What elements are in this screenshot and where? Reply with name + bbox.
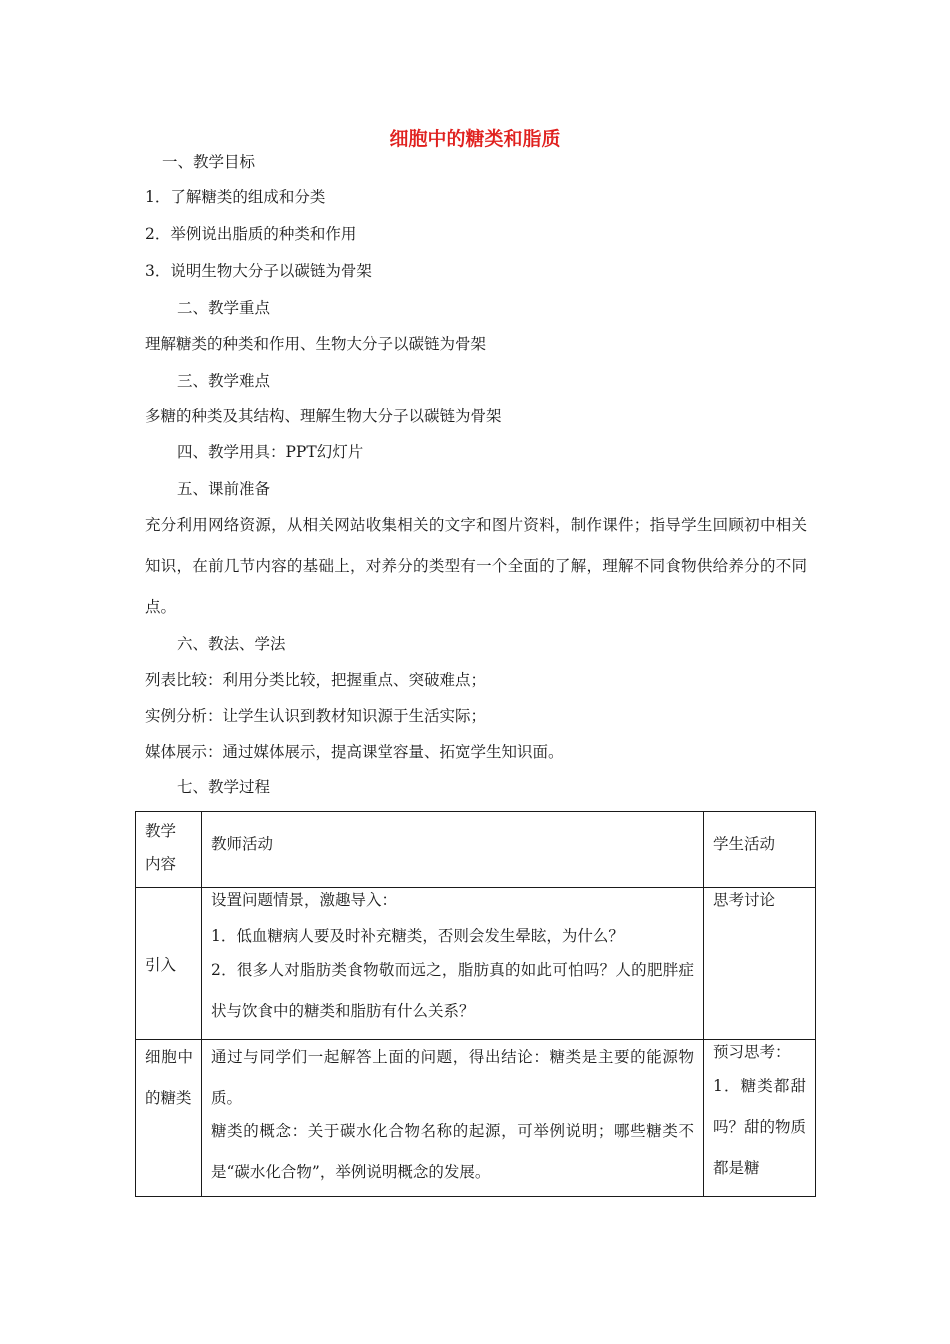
table-header-row bbox=[136, 812, 816, 888]
key-points-text: 理解糖类的种类和作用、生物大分子以碳链为骨架 bbox=[145, 335, 487, 353]
row1-content-label: 引入 bbox=[145, 955, 177, 974]
row1-student-cell bbox=[704, 888, 816, 1040]
section-heading-methods: 六、教法、学法 bbox=[177, 635, 286, 653]
preparation-text: 充分利用网络资源，从相关网站收集相关的文字和图片资料，制作课件；指导学生回顾初中相关知识，在前几节内容的基础上，对养分的类型有一个全面的了解，理解不同食物供给养分的不同点。 bbox=[145, 516, 807, 616]
row2-teacher-para2: 糖类的概念：关于碳水化合物名称的起源，可举例说明；哪些糖类不是“碳水化合物”，举例说明概念的发展。 bbox=[211, 1122, 694, 1181]
row1-teacher-line1: 设置问题情景，激趣导入： bbox=[211, 891, 398, 909]
header-cell-content bbox=[136, 812, 202, 888]
difficulties-text: 多糖的种类及其结构、理解生物大分子以碳链为骨架 bbox=[145, 407, 502, 425]
row2-content-cell bbox=[136, 1040, 202, 1197]
table-row bbox=[136, 1040, 816, 1197]
row2-student-cell bbox=[704, 1040, 816, 1197]
section-heading-difficulties: 三、教学难点 bbox=[177, 372, 271, 390]
goal-item-3: 3．说明生物大分子以碳链为骨架 bbox=[145, 262, 372, 280]
row1-teacher-line3: 2．很多人对脂肪类食物敬而远之，脂肪真的如此可怕吗？人的肥胖症状与饮食中的糖类和脂肪有什么关系？ bbox=[211, 961, 694, 1020]
row2-student-line1: 预习思考： bbox=[713, 1043, 791, 1061]
row2-teacher-para1: 通过与同学们一起解答上面的问题，得出结论：糖类是主要的能源物质。 bbox=[211, 1048, 694, 1107]
row1-content-cell bbox=[136, 888, 202, 1040]
document-title: 细胞中的糖类和脂质 bbox=[389, 128, 561, 150]
row1-student-text: 思考讨论 bbox=[713, 891, 776, 909]
method-item-3: 媒体展示：通过媒体展示，提高课堂容量、拓宽学生知识面。 bbox=[145, 743, 564, 761]
section-heading-key-points: 二、教学重点 bbox=[177, 299, 271, 317]
header-content-label: 教学内容 bbox=[145, 822, 177, 873]
method-item-1: 列表比较：利用分类比较，把握重点、突破难点； bbox=[145, 671, 487, 689]
goal-item-1: 1．了解糖类的组成和分类 bbox=[145, 188, 326, 206]
header-cell-teacher bbox=[202, 812, 704, 888]
row1-teacher-line2: 1．低血糖病人要及时补充糖类，否则会发生晕眩，为什么？ bbox=[211, 927, 624, 945]
section-heading-process: 七、教学过程 bbox=[177, 778, 271, 796]
teaching-process-table bbox=[135, 811, 816, 1197]
header-cell-student bbox=[704, 812, 816, 888]
header-teacher-label: 教师活动 bbox=[211, 835, 274, 853]
header-student-label: 学生活动 bbox=[713, 835, 776, 853]
section-heading-goals: 一、教学目标 bbox=[162, 153, 256, 171]
row2-student-line2: 1．糖类都甜吗？甜的物质都是糖 bbox=[713, 1077, 807, 1177]
method-item-2: 实例分析：让学生认识到教材知识源于生活实际； bbox=[145, 707, 487, 725]
row2-content-label: 细胞中的糖类 bbox=[145, 1048, 193, 1107]
row1-teacher-cell bbox=[202, 888, 704, 1040]
table-row bbox=[136, 888, 816, 1040]
row2-teacher-cell bbox=[202, 1040, 704, 1197]
section-heading-preparation: 五、课前准备 bbox=[177, 480, 271, 498]
goal-item-2: 2．举例说出脂质的种类和作用 bbox=[145, 225, 357, 243]
section-heading-tools: 四、教学用具：PPT幻灯片 bbox=[177, 443, 364, 461]
